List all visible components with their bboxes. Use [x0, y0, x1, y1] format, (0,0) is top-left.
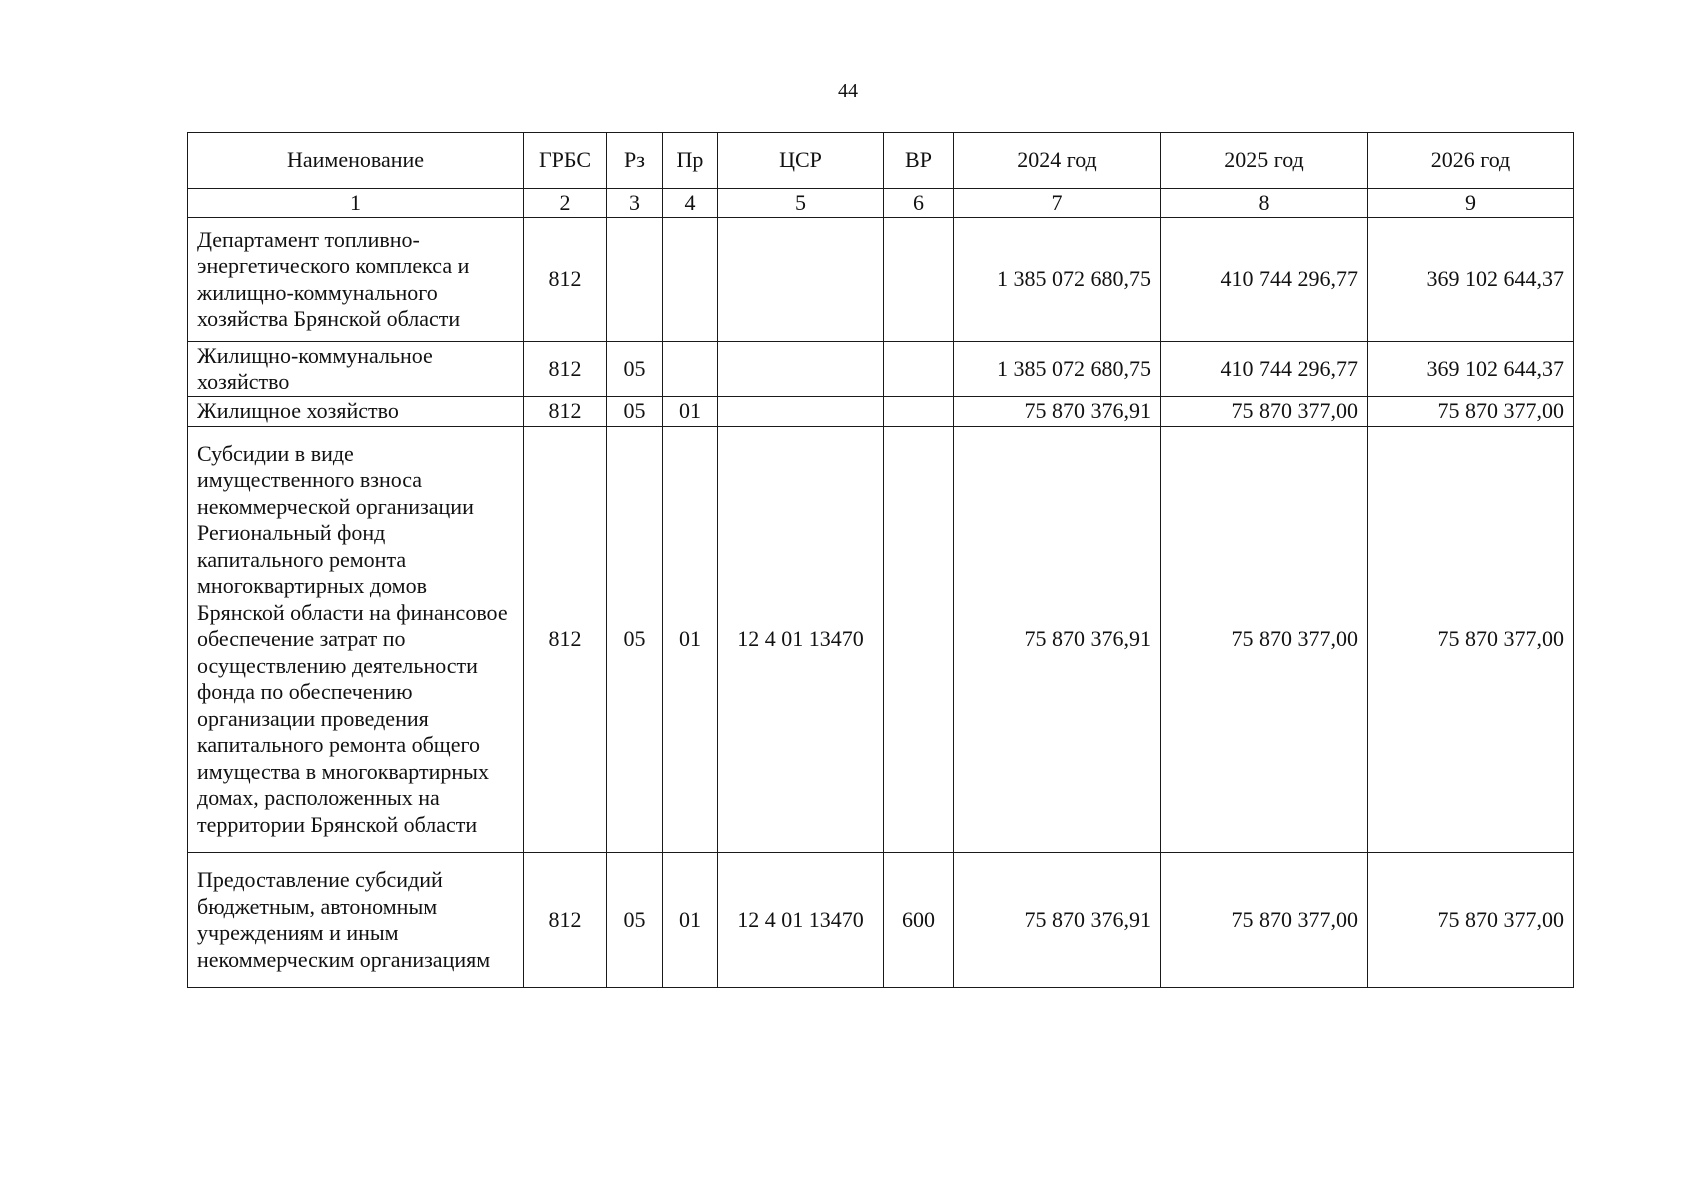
column-number-row	[188, 189, 1574, 218]
row-amount-2024: 75 870 376,91	[954, 427, 1161, 853]
row-csr	[718, 218, 884, 342]
column-number: 2	[524, 189, 607, 218]
row-amount-2026: 369 102 644,37	[1368, 218, 1574, 342]
table-row	[188, 427, 1574, 853]
row-rz: 05	[607, 342, 663, 397]
row-pr: 01	[663, 397, 718, 427]
row-grbs: 812	[524, 342, 607, 397]
row-csr: 12 4 01 13470	[718, 427, 884, 853]
column-number: 3	[607, 189, 663, 218]
header-row	[188, 133, 1574, 189]
column-number: 7	[954, 189, 1161, 218]
row-grbs: 812	[524, 427, 607, 853]
header-rz: Рз	[607, 133, 663, 189]
row-csr	[718, 397, 884, 427]
row-name: Предоставление субсидий бюджетным, автономным учреждениям и иным некоммерческим организациям	[188, 853, 524, 988]
column-number: 9	[1368, 189, 1574, 218]
header-csr: ЦСР	[718, 133, 884, 189]
row-rz: 05	[607, 853, 663, 988]
row-amount-2024: 1 385 072 680,75	[954, 342, 1161, 397]
row-rz	[607, 218, 663, 342]
row-grbs: 812	[524, 397, 607, 427]
row-amount-2025: 75 870 377,00	[1161, 397, 1368, 427]
header-pr: Пр	[663, 133, 718, 189]
row-pr	[663, 342, 718, 397]
row-vr	[884, 342, 954, 397]
row-vr	[884, 397, 954, 427]
header-vr: ВР	[884, 133, 954, 189]
row-amount-2025: 75 870 377,00	[1161, 427, 1368, 853]
row-rz: 05	[607, 397, 663, 427]
column-number: 1	[188, 189, 524, 218]
row-amount-2026: 75 870 377,00	[1368, 397, 1574, 427]
row-amount-2024: 75 870 376,91	[954, 853, 1161, 988]
row-name: Субсидии в виде имущественного взноса некоммерческой организации Региональный фонд капитального ремонта многоквартирных домов Брянской области на финансовое обеспечение затрат по осуществлению деятельности фонда по обеспечению организации проведения капитального ремонта общего имущества в многоквартирных домах, расположенных на территории Брянской области	[188, 427, 524, 853]
row-csr: 12 4 01 13470	[718, 853, 884, 988]
row-amount-2025: 75 870 377,00	[1161, 853, 1368, 988]
table-row	[188, 342, 1574, 397]
row-amount-2025: 410 744 296,77	[1161, 342, 1368, 397]
row-vr	[884, 427, 954, 853]
row-name: Жилищное хозяйство	[188, 397, 524, 427]
column-number: 4	[663, 189, 718, 218]
row-amount-2026: 369 102 644,37	[1368, 342, 1574, 397]
header-2026: 2026 год	[1368, 133, 1574, 189]
row-name: Жилищно-коммунальное хозяйство	[188, 342, 524, 397]
table-row	[188, 853, 1574, 988]
row-pr	[663, 218, 718, 342]
header-2024: 2024 год	[954, 133, 1161, 189]
row-amount-2024: 1 385 072 680,75	[954, 218, 1161, 342]
row-csr	[718, 342, 884, 397]
row-amount-2026: 75 870 377,00	[1368, 427, 1574, 853]
column-number: 8	[1161, 189, 1368, 218]
header-2025: 2025 год	[1161, 133, 1368, 189]
table-row	[188, 397, 1574, 427]
row-vr	[884, 218, 954, 342]
row-amount-2024: 75 870 376,91	[954, 397, 1161, 427]
table-row	[188, 218, 1574, 342]
header-name: Наименование	[188, 133, 524, 189]
row-pr: 01	[663, 853, 718, 988]
budget-table	[187, 132, 1574, 988]
row-vr: 600	[884, 853, 954, 988]
page-number: 44	[838, 80, 858, 102]
row-name: Департамент топливно-энергетического комплекса и жилищно-коммунального хозяйства Брянской области	[188, 218, 524, 342]
column-number: 6	[884, 189, 954, 218]
column-number: 5	[718, 189, 884, 218]
row-amount-2026: 75 870 377,00	[1368, 853, 1574, 988]
row-pr: 01	[663, 427, 718, 853]
row-amount-2025: 410 744 296,77	[1161, 218, 1368, 342]
row-grbs: 812	[524, 218, 607, 342]
header-grbs: ГРБС	[524, 133, 607, 189]
row-grbs: 812	[524, 853, 607, 988]
row-rz: 05	[607, 427, 663, 853]
